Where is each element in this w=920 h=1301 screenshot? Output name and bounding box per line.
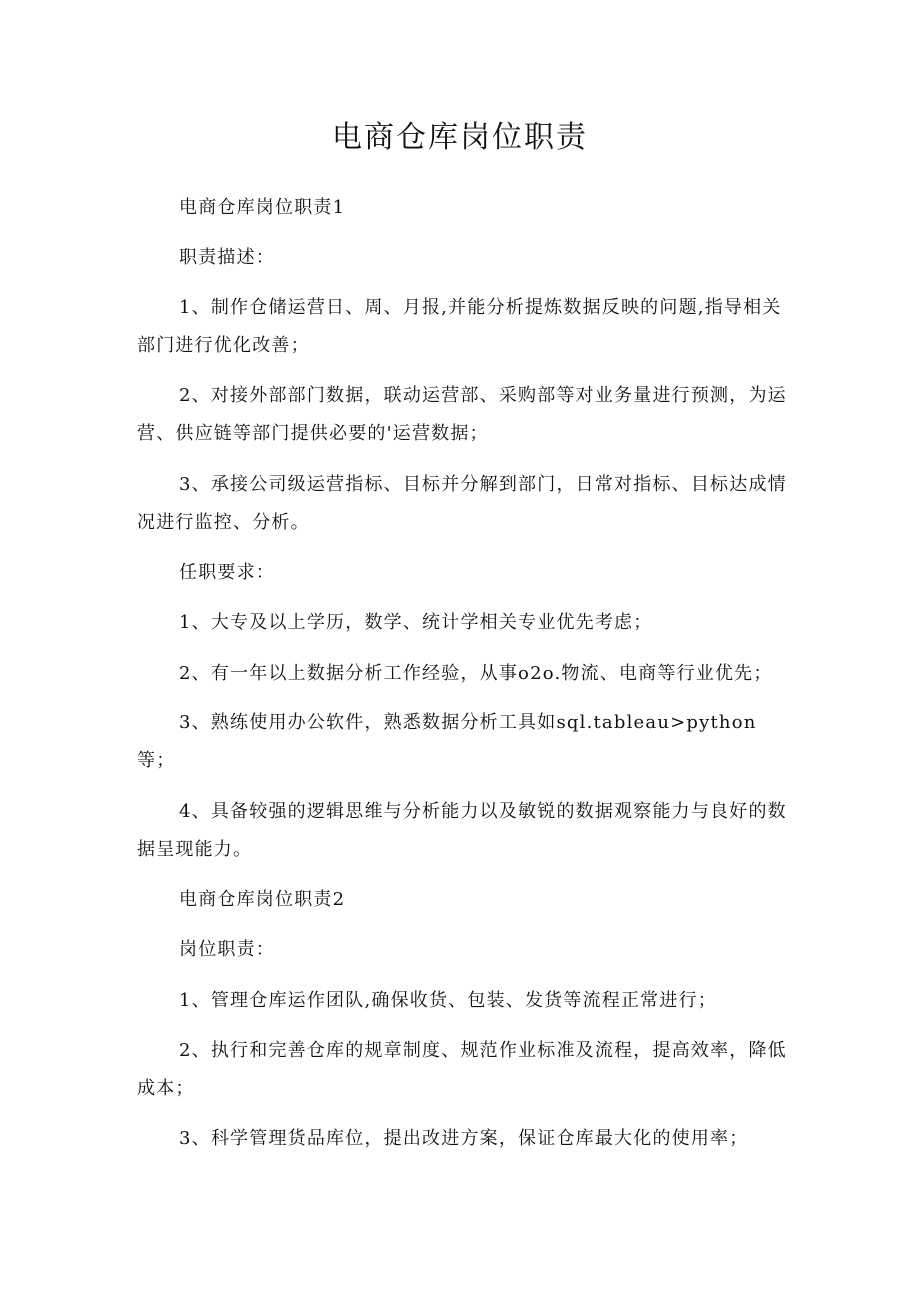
paragraph-requirement-4: 4、具备较强的逻辑思维与分析能力以及敏锐的数据观察能力与良好的数据呈现能力。	[137, 801, 787, 860]
paragraph-job-duties-label: 岗位职责：	[179, 939, 275, 960]
paragraph-duty-description-label: 职责描述：	[179, 247, 275, 268]
paragraph-job-duty-2: 2、执行和完善仓库的规章制度、规范作业标准及流程，提高效率，降低成本；	[137, 1040, 787, 1099]
section-heading-1: 电商仓库岗位职责1	[179, 197, 346, 218]
paragraph-requirement-3: 3、熟练使用办公软件，熟悉数据分析工具如sql.tableau>python等；	[137, 712, 757, 771]
paragraph-job-duty-1: 1、管理仓库运作团队,确保收货、包装、发货等流程正常进行；	[179, 990, 717, 1011]
paragraph-requirements-label: 任职要求：	[179, 562, 275, 583]
paragraph-requirement-2: 2、有一年以上数据分析工作经验，从事o2o.物流、电商等行业优先；	[179, 663, 773, 684]
paragraph-requirement-1: 1、大专及以上学历，数学、统计学相关专业优先考虑；	[179, 612, 653, 633]
paragraph-job-duty-3: 3、科学管理货品库位，提出改进方案，保证仓库最大化的使用率；	[179, 1128, 749, 1149]
section-heading-2: 电商仓库岗位职责2	[179, 889, 346, 910]
document-title: 电商仓库岗位职责	[332, 120, 588, 155]
paragraph-duty-1: 1、制作仓储运营日、周、月报,并能分析提炼数据反映的问题,指导相关部门进行优化改善；	[137, 297, 782, 356]
paragraph-duty-2: 2、对接外部部门数据，联动运营部、采购部等对业务量进行预测，为运营、供应链等部门提供必要的'运营数据；	[137, 385, 787, 444]
paragraph-duty-3: 3、承接公司级运营指标、目标并分解到部门，日常对指标、目标达成情况进行监控、分析。	[137, 474, 787, 533]
